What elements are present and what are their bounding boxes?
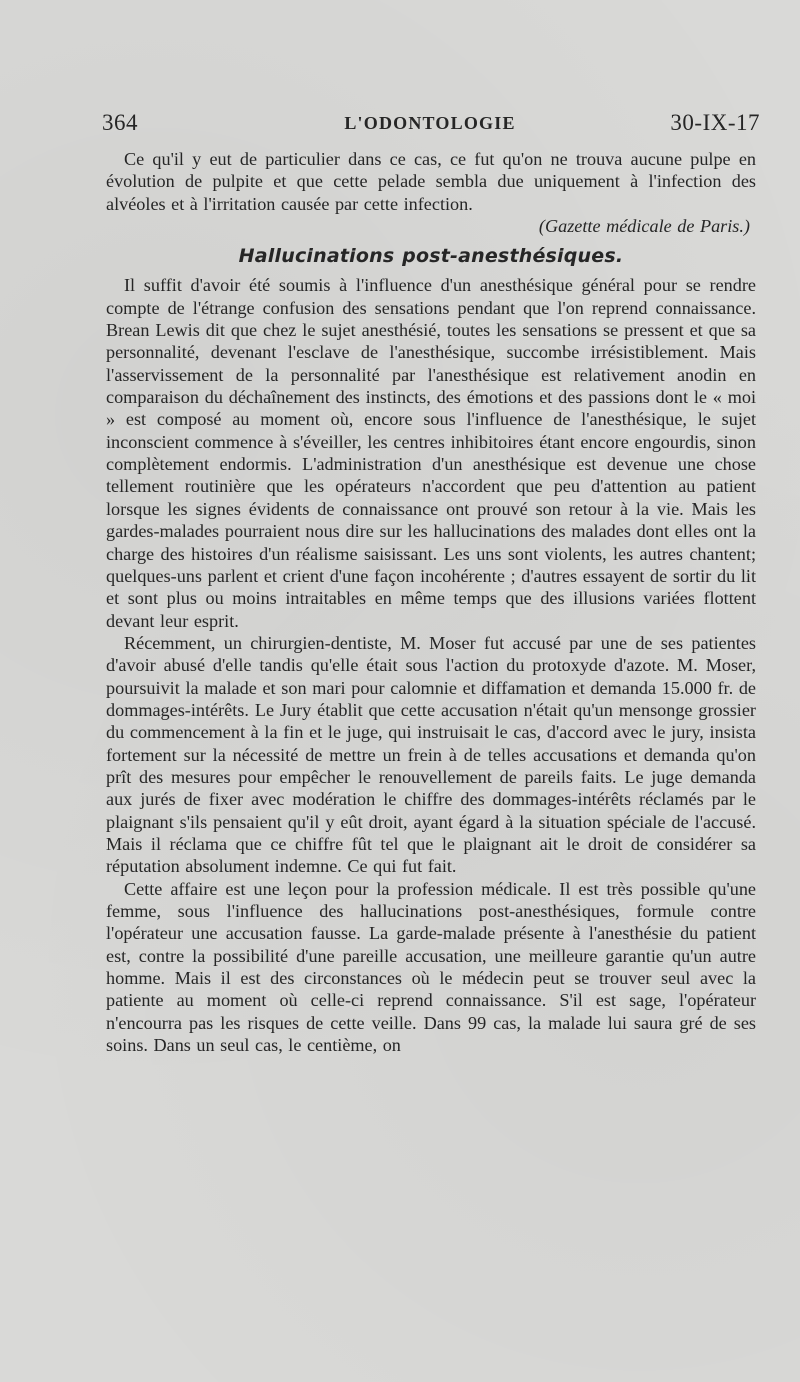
- issue-date: 30-IX-17: [670, 110, 760, 135]
- continued-paragraph: Ce qu'il y eut de particulier dans ce cas, ce fut qu'on ne trouva aucune pulpe en évolution de pulpite et que cette pelade sembla due uniquement à l'infection des alvéoles et à l'irritation causée par cette infection.: [106, 149, 756, 214]
- paragraph: Récemment, un chirurgien-dentiste, M. Moser fut accusé par une de ses patientes d'avoir abusé d'elle tandis qu'elle était sous l'action du protoxyde d'azote. M. Moser, poursuivit la malade et son mari pour calomnie et diffamation et demanda 15.000 fr. de dommages-intérêts. Le Jury établit que cette accusation n'était qu'un mensonge grossier du commencement à la fin et le juge, qui instruisait le cas, d'accord avec le jury, insista fortement sur la nécessité de mettre un frein à de telles accusations et demanda qu'on prît des mesures pour empêcher le renouvellement de pareils faits. Le juge demanda aux jurés de fixer avec modération le chiffre des dommages-intérêts réclamés par le plaignant s'ils pensaient qu'il y eût droit, ayant égard à la situation spéciale de l'accusé. Mais il réclama que ce chiffre fût tel que le plaignant ait le droit de considérer sa réputation absolument indemne. Ce qui fut fait.: [106, 632, 756, 877]
- article-body: [106, 148, 756, 1056]
- page-header: [100, 110, 760, 140]
- running-title: L'ODONTOLOGIE: [344, 113, 516, 133]
- paragraph: Il suffit d'avoir été soumis à l'influence d'un anesthésique général pour se rendre compte de l'étrange confusion des sensations pendant que l'on reprend connaissance. Brean Lewis dit que chez le sujet anesthésié, toutes les sensations se pressent et que sa personnalité, devenant l'esclave de l'anesthésique, succombe irrésistiblement. Mais l'asservissement de la personnalité par l'anesthésique est relativement anodin en comparaison du déchaînement des instincts, des émotions et des passions dont le « moi » est composé au moment où, encore sous l'influence de l'anesthésique, le sujet inconscient commence à s'éveiller, les centres inhibitoires étant encore engourdis, sinon complètement endormis. L'administration d'un anesthésique est devenue une chose tellement routinière que les opérateurs n'accordent que peu d'attention au patient lorsque les signes évidents de connaissance ont prouvé son retour à la vie. Mais les gardes-malades pourraient nous dire sur les hallucinations des malades dont elles ont la charge des histoires d'un réalisme saisissant. Les uns sont violents, les autres chantent; quelques-uns parlent et crient d'une façon incohérente ; d'autres essayent de sortir du lit et sont plus ou moins intraitables en même temps que des illusions variées flottent devant leur esprit.: [106, 275, 756, 631]
- page-number: 364: [102, 110, 138, 135]
- section-heading: Hallucinations post-anesthésiques.: [238, 245, 624, 268]
- paragraph: Cette affaire est une leçon pour la profession médicale. Il est très possible qu'une femme, sous l'influence des hallucinations post-anesthésiques, formule contre l'opérateur une accusation fausse. La garde-malade présente à l'anesthésie du patient est, contre la possibilité d'une pareille accusation, une meilleure garantie qu'un autre homme. Mais il est des circonstances où le médecin peut se trouver seul avec la patiente au moment où celle-ci reprend connaissance. S'il est sage, l'opérateur n'encourra pas les risques de cette veille. Dans 99 cas, la malade lui saura gré de ses soins. Dans un seul cas, le centième, on: [106, 878, 756, 1056]
- source-citation: (Gazette médicale de Paris.): [538, 216, 750, 237]
